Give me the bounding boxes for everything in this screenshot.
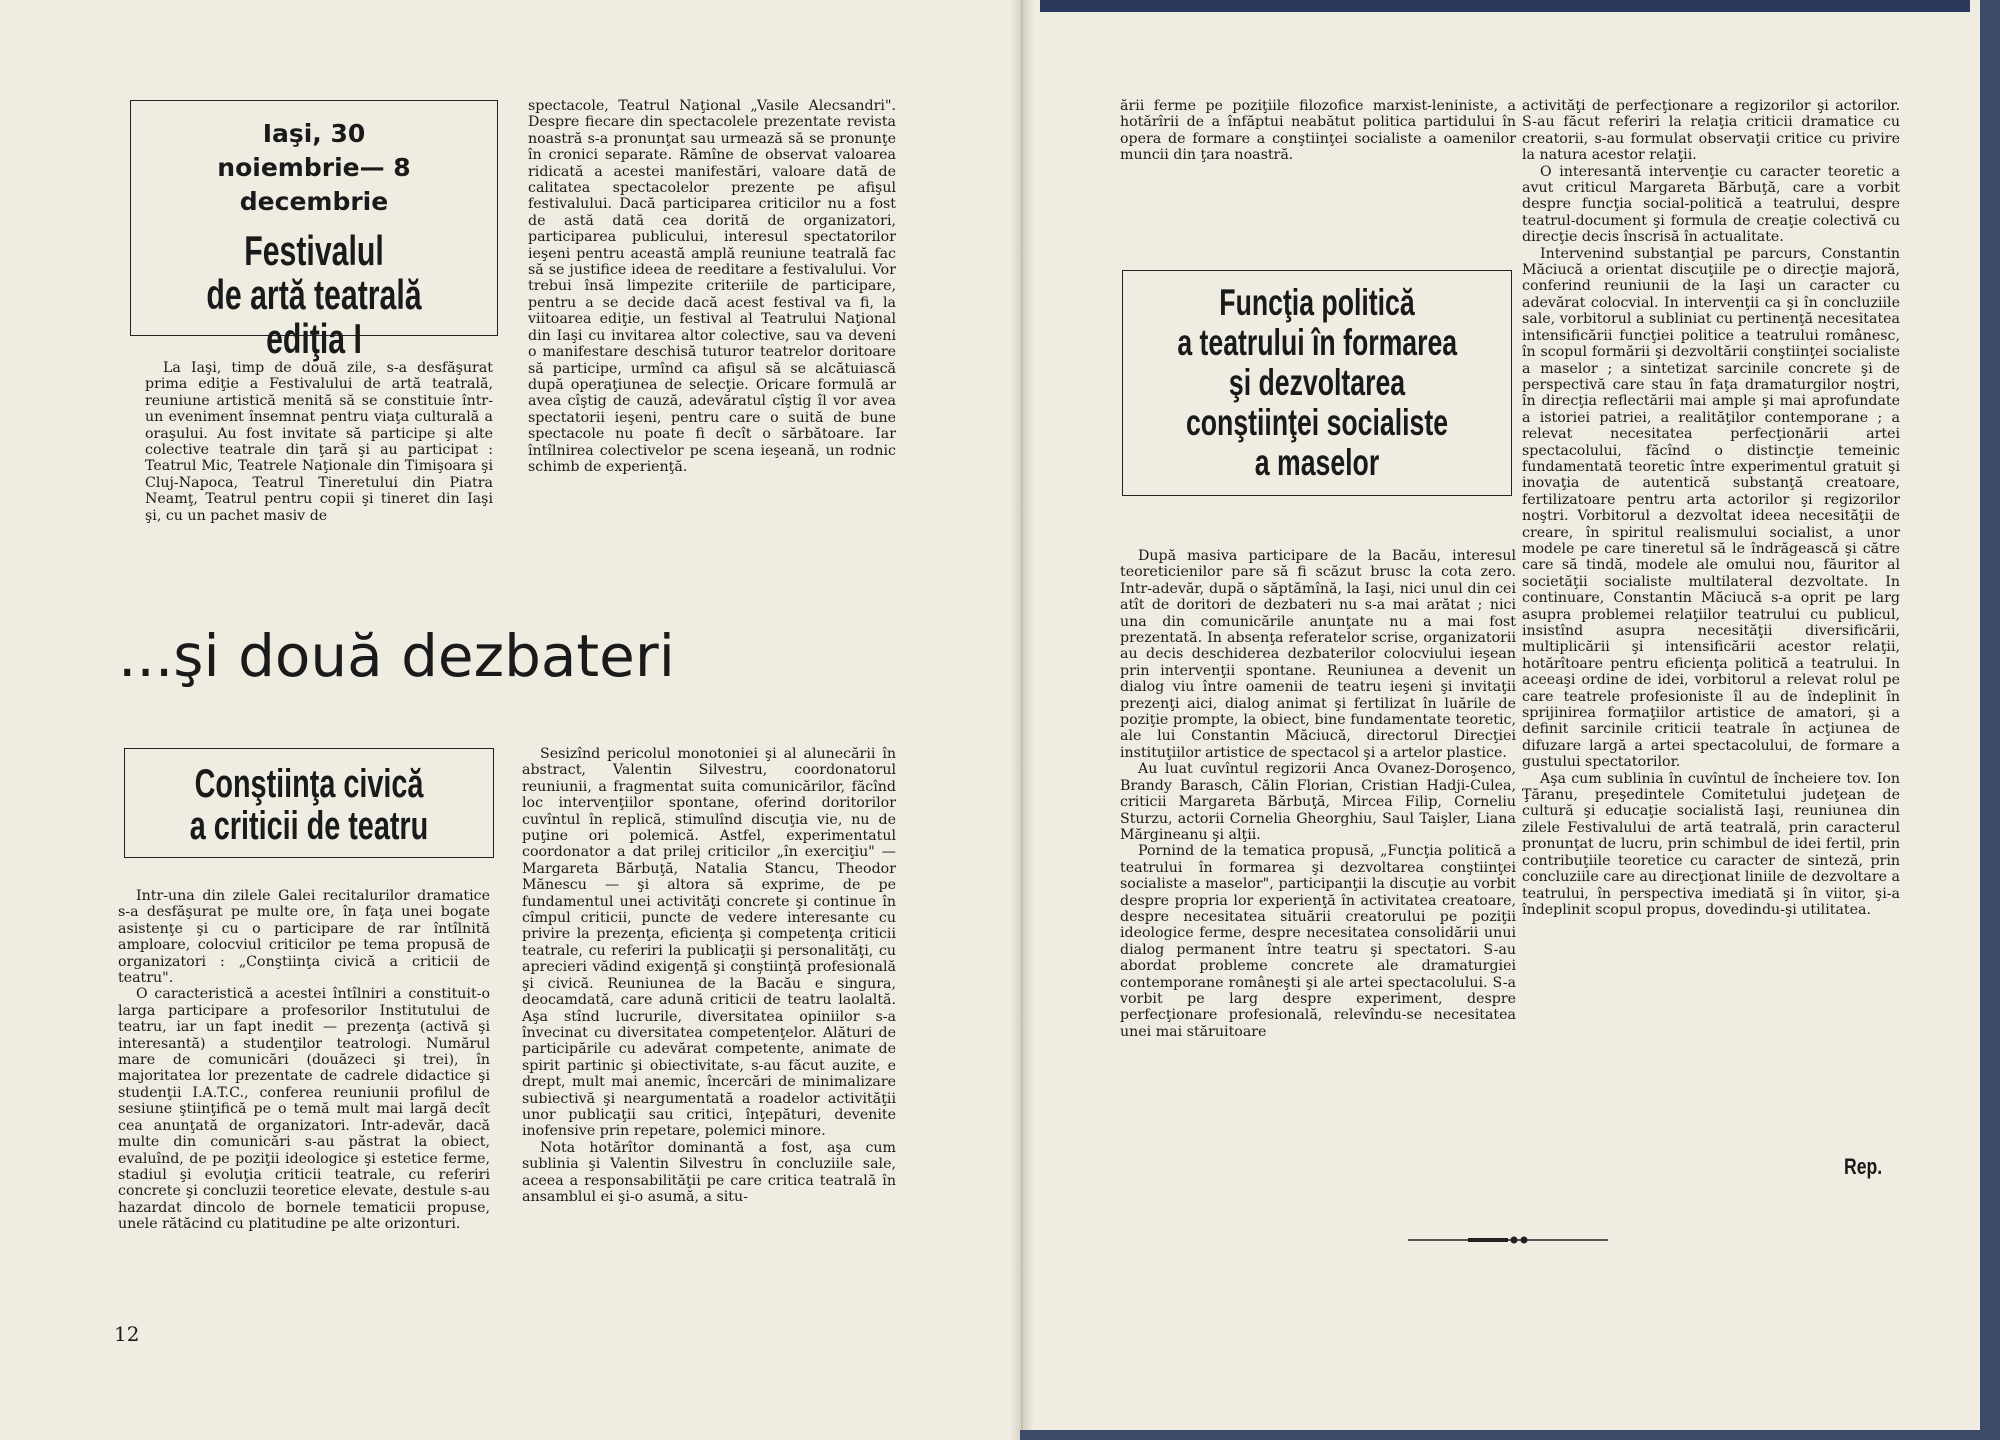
main-headline: ...şi două dezbateri (118, 622, 675, 690)
civic-title-line-2: a criticii de teatru (189, 804, 429, 848)
right-top-paragraph: ării ferme pe poziţiile filozofice marxist-leniniste, a hotărîrii de a înfăptui neabătut politica partidului în opera de formare a conştiinţei socialiste a oamenilor muncii din ţara noastră. (1120, 98, 1516, 164)
page-number: 12 (114, 1322, 140, 1346)
civic-text-col2 (522, 746, 896, 1205)
civic-paragraph-2: O caracteristică a acestei întîlniri a constituit-o larga participare a profesorilor Institutului de teatru, iar un fapt inedit — prezenţa (activă şi interesantă) a studenţilor teatrologi. Numărul mare de comunicări (douăzeci şi trei), în majoritatea lor prezentate de cadrele didactice şi studenţii I.A.T.C., conferea reuniunii profilul de sesiune ştiinţifică pe o temă mult mai largă decît cea anunţată de organizatori. Intr-adevăr, dacă multe din comunicări s-au păstrat la obiect, evaluînd, de pe poziţii ideologice şi estetice ferme, stadiul şi evoluţia criticii teatrale, cu referiri concrete şi concluzii teoretice elevate, destule s-au hazardat dincolo de bornele tematicii propuse, unele rătăcind cu platitudine pe alte orizonturi. (118, 986, 490, 1233)
festival-paragraph: La Iaşi, timp de două zile, s-a desfăşurat prima ediţie a Festivalului de artă teatrală, reuniune artistică menită să se constituie într-un eveniment însemnat pentru viaţa culturală a oraşului. Au fost invitate să participe şi alte colective teatrale din ţară şi au participat : Teatrul Mic, Teatrele Naţionale din Timişoara şi Cluj-Napoca, Teatrul Tineretului din Piatra Neamţ, Teatrul pentru copii şi tineret din Iaşi şi, cu un pachet masiv de (145, 360, 493, 524)
festival-title-line-1: Festivalul (244, 227, 384, 274)
civic-paragraph-3: Sesizînd pericolul monotoniei şi al alunecării în abstract, Valentin Silvestru, coordonatorul reuniunii, a fragmentat suita comunicărilor, făcînd loc intervenţiilor spontane, oferind doritorilor cuvîntul în replică, stimulînd discuţia vie, nu de puţine ori polemică. Astfel, experimentatul coordonator a dat prilej criticilor „în exerciţiu" — Margareta Bărbuţă, Natalia Stancu, Theodor Mănescu — şi altora să exprime, de pe fundamentul unei activităţi concrete şi continue în cîmpul criticii, puncte de vedere interesante cu privire la prezenţa, eficienţa şi competenţa criticii teatrale, cu referiri la publicaţii şi personalităţi, cu aprecieri vădind exigenţă şi conştiinţă profesională şi civică. Reuniunea de la Bacău e singura, deocamdată, care adună criticii de teatru laolaltă. Aşa stînd lucrurile, diversitatea opiniilor s-a învecinat cu diversitatea competenţelor. Alături de participările cu adevărat competente, animate de spirit partinic şi obiectivitate, s-au făcut auzite, e drept, mult mai anemic, încercări de minimalizare subiectivă şi neargumentată a roadelor activităţii unor publicaţii sau critici, înţepături, devenite inofensive prin repetare, polemici minore. (522, 746, 896, 1140)
civic-title-box (124, 748, 494, 858)
festival-kicker: Iaşi, 30 noiembrie— 8 decembrie (217, 119, 411, 216)
festival-text-col2 (528, 98, 896, 475)
political-text-col1 (1120, 548, 1516, 1040)
political-paragraph-1: După masiva participare de la Bacău, interesul teoreticienilor pare să fi scăzut brusc la cota zero. Intr-adevăr, după o săptămînă, la Iaşi, nici unul din cei atît de doritori de dezbateri nu s-a mai arătat ; nici una din comunicările anunţate nu a mai fost prezentată. In absenţa referatelor scrise, organizatorii au decis deschiderea dezbaterilor colocviului ieşean prin intervenţii spontane. Reuniunea a devenit un dialog viu între oamenii de teatru ieşeni şi invitaţii prezenţi aici, dialog animat şi fertilizat în luările de poziţie prompte, la obiect, bine fundamentate teoretic, ale lui Constantin Măciucă, directorul Direcţiei instituţiilor artistice de spectacol şi a artelor plastice. (1120, 548, 1516, 761)
festival-text-col1 (145, 360, 493, 524)
political-paragraph-7: Aşa cum sublinia în cuvîntul de încheiere tov. Ion Ţăranu, preşedintele Comitetului judeţean de cultură şi educaţie socialistă Iaşi, reuniunea din zilele Festivalului de artă teatrală, prin caracterul pronunţat de lucru, prin schimbul de idei fertil, prin contribuţiile teoretice cu caracter de sinteză, prin concluziile care au direcţionat liniile de dezvoltare a teatrului, în perspectiva imediată şi în viitor, şi-a îndeplinit scopul propus, dovedindu-şi utilitatea. (1522, 770, 1900, 918)
festival-paragraph-continued: spectacole, Teatrul Naţional „Vasile Alecsandri". Despre fiecare din spectacolele prezentate revista noastră s-a pronunţat sau urmează să se pronunţe în cronici separate. Rămîne de observat valoarea ridicată a acestei manifestări, valoare dată de calitatea spectacolelor prezente pe afişul festivalului. Dacă participarea criticilor nu a fost de astă dată cea dorită de organizatori, participarea publicului, interesul spectatorilor ieşeni pentru această amplă reuniune teatrală fac să se justifice ideea de reeditare a festivalului. Vor trebui însă limpezite criteriile de participare, pentru a se decide dacă acest festival va fi, la viitoarea ediţie, un festival al Teatrului Naţional din Iaşi cu invitarea altor colective, sau va deveni o manifestare deschisă tuturor teatrelor doritoare să participe, urmînd ca afişul să se alcătuiască după operaţiunea de selecţie. Oricare formulă ar avea cîştig de cauză, adevăratul cîştig îl vor avea spectatorii ieşeni, pentru care o suită de bune spectacole nu poate fi decît o sărbătoare. Iar întîlnirea colectivelor pe scena ieşeană, un rodnic schimb de experienţă. (528, 98, 896, 475)
festival-title-box (130, 100, 498, 362)
festival-title-line-2: de artă teatrală (206, 271, 422, 318)
civic-paragraph-1: Intr-una din zilele Galei recitalurilor dramatice s-a desfăşurat pe multe ore, în faţa unei bogate asistenţe şi cu o participare de rar întîlnită amploare, colocviul criticilor pe tema propusă de organizatori : „Conştiinţa civică a criticii de teatru". (118, 888, 490, 987)
book-gutter (1010, 0, 1034, 1440)
divider-ornament (1408, 1232, 1608, 1248)
political-title-line-1: Funcţia politică (1219, 282, 1415, 323)
political-title-line-4: conştiinţei socialiste (1185, 402, 1449, 443)
civic-text-col1 (118, 888, 490, 1233)
political-paragraph-3: Pornind de la tematica propusă, „Funcţia politică a teatrului în formarea şi dezvoltarea conştiinţei socialiste a maselor", participanţii la discuţie au vorbit despre propria lor experienţă în activitatea creatoare, despre necesitatea situării creatorului pe poziţii ideologice ferme, despre necesitatea consolidării unui dialog permanent între teatru şi spectatori. S-au abordat probleme concrete ale dramaturgiei contemporane româneşti şi ale artei spectacolului. S-a vorbit pe larg despre experiment, despre perfecţionare profesională, relevîndu-se necesitatea unei mai stăruitoare (1120, 843, 1516, 1040)
political-paragraph-2: Au luat cuvîntul regizorii Anca Ovanez-Doroşenco, Brandy Barasch, Călin Florian, Cristian Hadji-Culea, criticii Margareta Bărbuţă, Mircea Filip, Corneliu Sturzu, actorii Cornelia Gheorghiu, Saul Taişler, Liana Mărgineanu şi alţii. (1120, 761, 1516, 843)
cover-right-edge (1980, 0, 2000, 1440)
cover-top-edge (1040, 0, 1970, 12)
right-page (1020, 0, 1980, 1440)
political-title-line-2: a teatrului în formarea (1177, 322, 1458, 363)
festival-title-line-3: ediţia I (266, 315, 362, 362)
signature: Rep. (1844, 1154, 1883, 1179)
cover-bottom-edge (1020, 1430, 1980, 1440)
political-paragraph-6: Intervenind substanţial pe parcurs, Constantin Măciucă a orientat discuţiile pe o direcţie majoră, conferind reuniunii de la Iaşi un caracter cu adevărat colocvial. In intervenţii ca şi în concluziile sale, vorbitorul a subliniat cu pertinenţă necesitatea intensificării funcţiei politice a teatrului românesc, în scopul formării şi dezvoltării conştiinţei socialiste a maselor ; a sintetizat sarcinile concrete şi de perspectivă care stau în faţa dramaturgilor noştri, în direcţia reflectării mai ample şi mai aprofundate a istoriei patriei, a realităţilor contemporane ; a relevat necesitatea perfecţionării artei spectacolului, făcînd o distincţie temeinic fundamentată teoretic între experimentul gratuit şi inovaţia de autentică substanţă creatoare, fertilizatoare pentru arta actorilor şi regizorilor noştri. Vorbitorul a dezvoltat ideea necesităţii de creare, în spiritul realismului socialist, a unor modele pe care tineretul să le îndrăgească şi către care să tindă, modele ale omului nou, făuritor al societăţii socialiste multilateral dezvoltate. In continuare, Constantin Măciucă s-a oprit pe larg asupra problemei relaţiilor teatrului cu publicul, insistînd asupra necesităţii diversificării, multiplicării şi intensificării acestor relaţii, hotărîtoare pentru eficienţa politică a teatrului. In aceeaşi ordine de idei, vorbitorul a relevat rolul pe care teatrele profesioniste îl au de îndeplinit în sprijinirea formaţiilor artistice de amatori, şi a definit sarcinile criticii teatrale în acţiunea de difuzare largă a artei spectacolului, de formare a gustului spectatorilor. (1522, 245, 1900, 771)
political-function-box (1122, 270, 1512, 496)
civic-title-line-1: Conştiinţa civică (194, 762, 424, 806)
political-text-col2 (1522, 98, 1900, 918)
right-top-col1 (1120, 98, 1516, 164)
civic-paragraph-4: Nota hotărîtor dominantă a fost, aşa cum sublinia şi Valentin Silvestru în concluziile sale, aceea a responsabilităţii pe care critica teatrală în ansamblul ei şi-o asumă, a situ- (522, 1139, 896, 1205)
political-title-line-5: a maselor (1254, 442, 1380, 483)
political-paragraph-5: O interesantă intervenţie cu caracter teoretic a avut criticul Margareta Bărbuţă, care a vorbit despre funcţia social-politică a teatrului, despre teatrul-document şi formula de creaţie colectivă cu direcţie decis înscrisă în actualitate. (1522, 163, 1900, 246)
political-paragraph-4: activităţi de perfecţionare a regizorilor şi actorilor. S-au făcut referiri la relaţia criticii dramatice cu creatorii, s-au formulat observaţii critice cu privire la natura acestor relaţii. (1522, 98, 1900, 164)
political-title-line-3: şi dezvoltarea (1228, 362, 1406, 403)
